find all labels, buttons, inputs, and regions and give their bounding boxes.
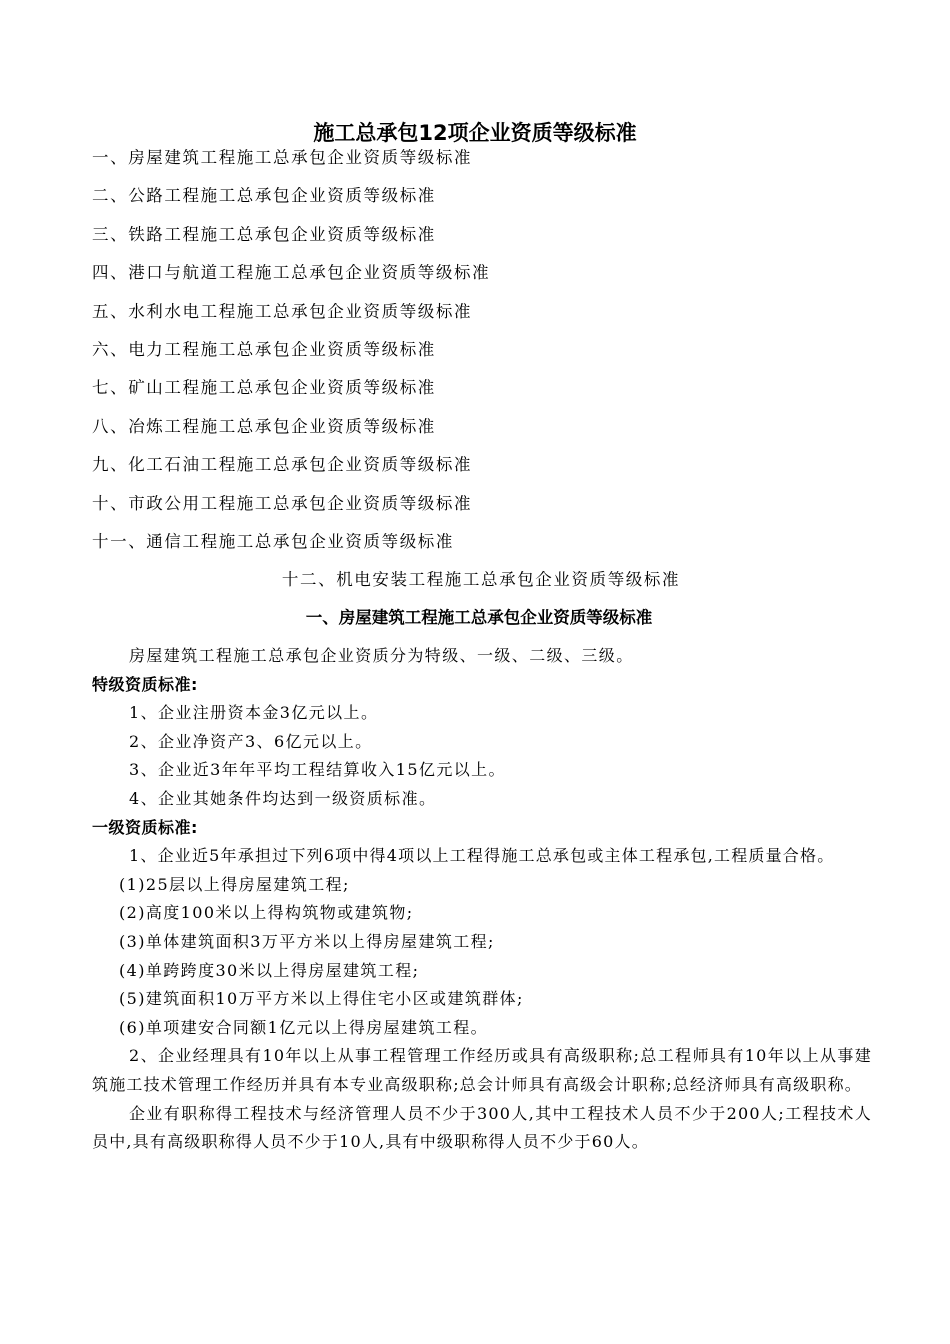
section-title: 一、房屋建筑工程施工总承包企业资质等级标准 (305, 608, 653, 627)
table-of-contents (92, 145, 490, 567)
grade-one-subitem: (3)单体建筑面积3万平方米以上得房屋建筑工程; (119, 931, 495, 951)
toc-item: 十一、通信工程施工总承包企业资质等级标准 (92, 531, 454, 551)
special-grade-item: 4、企业其她条件均达到一级资质标准。 (129, 788, 437, 808)
grade-one-paragraph: 企业有职称得工程技术与经济管理人员不少于300人,其中工程技术人员不少于200人;工程技术人员中,具有高级职称得人员不少于10人,具有中级职称得人员不少于60人。 (92, 1103, 872, 1152)
section-intro: 房屋建筑工程施工总承包企业资质分为特级、一级、二级、三级。 (129, 646, 634, 665)
toc-item: 五、水利水电工程施工总承包企业资质等级标准 (92, 301, 473, 321)
section-body (92, 642, 872, 1157)
grade-one-item: 1、企业近5年承担过下列6项中得4项以上工程得施工总承包或主体工程承包,工程质量合格。 (129, 846, 835, 866)
toc-item: 十、市政公用工程施工总承包企业资质等级标准 (92, 493, 473, 513)
grade-one-item: 2、企业经理具有10年以上从事工程管理工作经历或具有高级职称;总工程师具有10年以上从事建筑施工技术管理工作经历并具有本专业高级职称;总会计师具有高级会计职称;总经济师具有高级职称。 (92, 1046, 872, 1094)
toc-item: 七、矿山工程施工总承包企业资质等级标准 (92, 378, 436, 398)
toc-item-last: 十二、机电安装工程施工总承包企业资质等级标准 (281, 570, 681, 589)
toc-item: 二、公路工程施工总承包企业资质等级标准 (92, 186, 436, 206)
special-grade-heading: 特级资质标准: (92, 674, 198, 694)
toc-item: 八、冶炼工程施工总承包企业资质等级标准 (92, 416, 436, 436)
toc-item: 九、化工石油工程施工总承包企业资质等级标准 (92, 455, 473, 475)
special-grade-item: 2、企业净资产3、6亿元以上。 (129, 731, 373, 751)
toc-item: 一、房屋建筑工程施工总承包企业资质等级标准 (92, 148, 473, 167)
grade-one-subitem: (2)高度100米以上得构筑物或建筑物; (119, 903, 414, 923)
special-grade-item: 3、企业近3年年平均工程结算收入15亿元以上。 (129, 760, 506, 780)
toc-item: 四、港口与航道工程施工总承包企业资质等级标准 (92, 263, 491, 283)
grade-one-heading: 一级资质标准: (92, 817, 198, 837)
grade-one-subitem: (6)单项建安合同额1亿元以上得房屋建筑工程。 (119, 1017, 489, 1037)
toc-item: 六、电力工程施工总承包企业资质等级标准 (92, 339, 436, 359)
grade-one-subitem: (4)单跨跨度30米以上得房屋建筑工程; (119, 960, 420, 980)
document-title: 施工总承包12项企业资质等级标准 (313, 121, 637, 145)
toc-item: 三、铁路工程施工总承包企业资质等级标准 (92, 224, 436, 244)
special-grade-item: 1、企业注册资本金3亿元以上。 (129, 703, 379, 723)
grade-one-subitem: (1)25层以上得房屋建筑工程; (119, 874, 350, 894)
grade-one-subitem: (5)建筑面积10万平方米以上得住宅小区或建筑群体; (119, 989, 524, 1009)
